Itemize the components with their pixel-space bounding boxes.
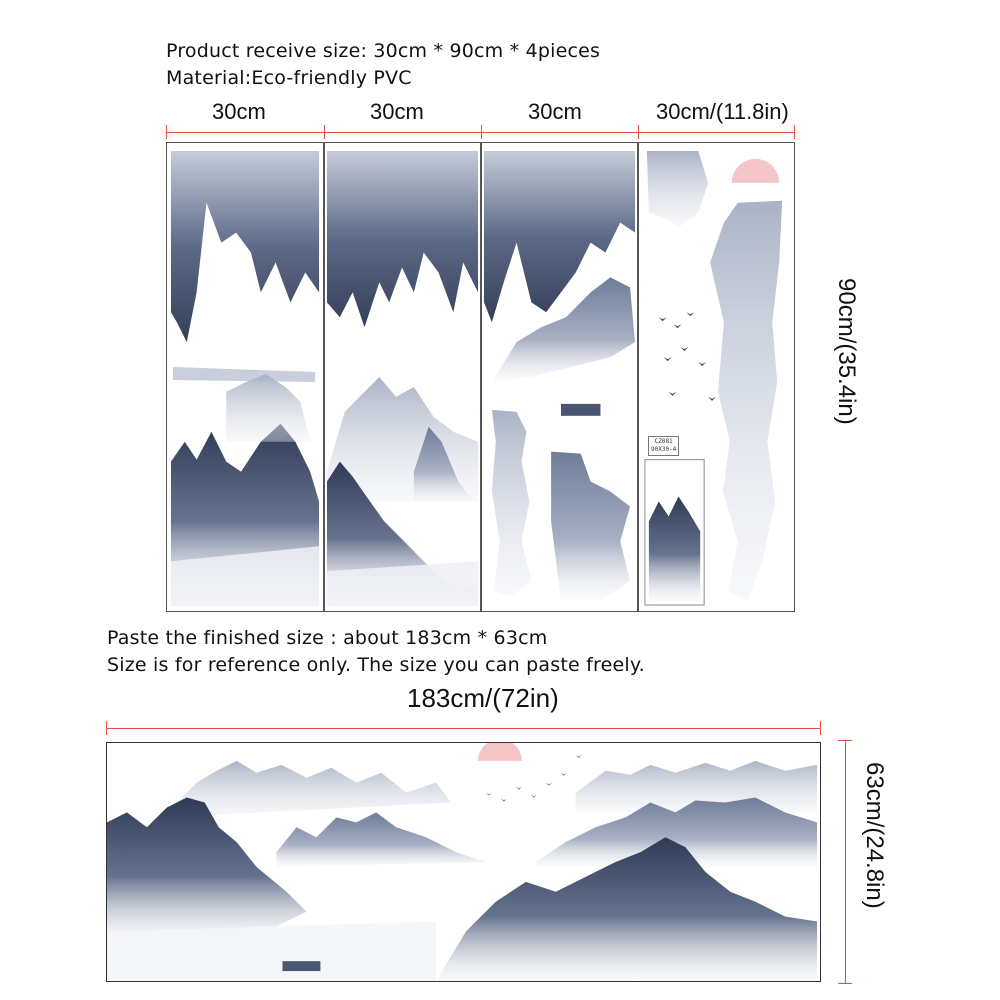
hanging-mountain [327, 151, 478, 327]
dimension-tick [638, 125, 639, 139]
panel-1 [166, 142, 324, 612]
mist-band [173, 367, 315, 382]
panel-height-label: 90cm/(35.4in) [833, 278, 860, 425]
dimension-tick [838, 740, 852, 741]
flying-birds-icon [486, 755, 582, 802]
dimension-tick [794, 125, 795, 139]
panel-2-width-label: 30cm [370, 99, 424, 124]
receive-size-text: Product receive size: 30cm * 90cm * 4pieces [166, 40, 601, 62]
panel-4 [638, 142, 795, 612]
fisherman-boat-icon [561, 404, 600, 416]
sun-icon [732, 159, 779, 183]
finished-width-dimension-line [106, 728, 821, 729]
vertical-mountain-strip [551, 452, 630, 601]
vertical-mountain-strip [492, 410, 531, 596]
panel-2 [324, 142, 481, 612]
dimension-tick [324, 125, 325, 139]
finished-mural [106, 742, 821, 982]
mountain-peak [107, 798, 306, 942]
finished-mural-landscape [107, 743, 820, 981]
hanging-mountain [171, 151, 319, 342]
finished-height-label: 63cm/(24.8in) [861, 762, 888, 909]
finished-width-label: 183cm/(72in) [407, 683, 559, 713]
panel-4-width-label: 30cm/(11.8in) [656, 99, 789, 124]
product-code-line-1: CZ081 [654, 438, 673, 445]
material-text: Material:Eco-friendly PVC [166, 67, 412, 89]
distant-mountain-range [167, 761, 451, 818]
finished-size-text: Paste the finished size : about 183cm * 63cm [107, 627, 548, 649]
mountain-peak [492, 277, 635, 382]
dimension-tick [838, 983, 852, 984]
dimension-tick [106, 721, 107, 735]
panel-3 [481, 142, 638, 612]
panels-width-dimension-line [166, 132, 794, 133]
finished-height-dimension-line [845, 740, 846, 984]
product-code-line-2: 90X30-4 [651, 446, 677, 453]
dimension-tick [481, 125, 482, 139]
dimension-tick [820, 721, 821, 735]
dimension-tick [166, 125, 167, 139]
panel-1-width-label: 30cm [212, 99, 266, 124]
panel-2-landscape [325, 143, 480, 611]
mountain-range [277, 812, 486, 867]
panel-4-landscape [639, 143, 794, 611]
hanging-mountain [647, 151, 708, 228]
panel-3-landscape [482, 143, 637, 611]
distant-mountain [226, 374, 310, 442]
panel-3-width-label: 30cm [528, 99, 582, 124]
mist-band [107, 922, 436, 982]
vertical-mountain-strip [710, 201, 782, 601]
size-note-text: Size is for reference only. The size you can paste freely. [107, 654, 645, 676]
fisherman-boat-icon [283, 961, 321, 971]
product-code-tag [648, 436, 679, 456]
sun-icon [478, 743, 522, 761]
panel-1-landscape [167, 143, 323, 611]
flying-birds-icon [659, 312, 716, 401]
